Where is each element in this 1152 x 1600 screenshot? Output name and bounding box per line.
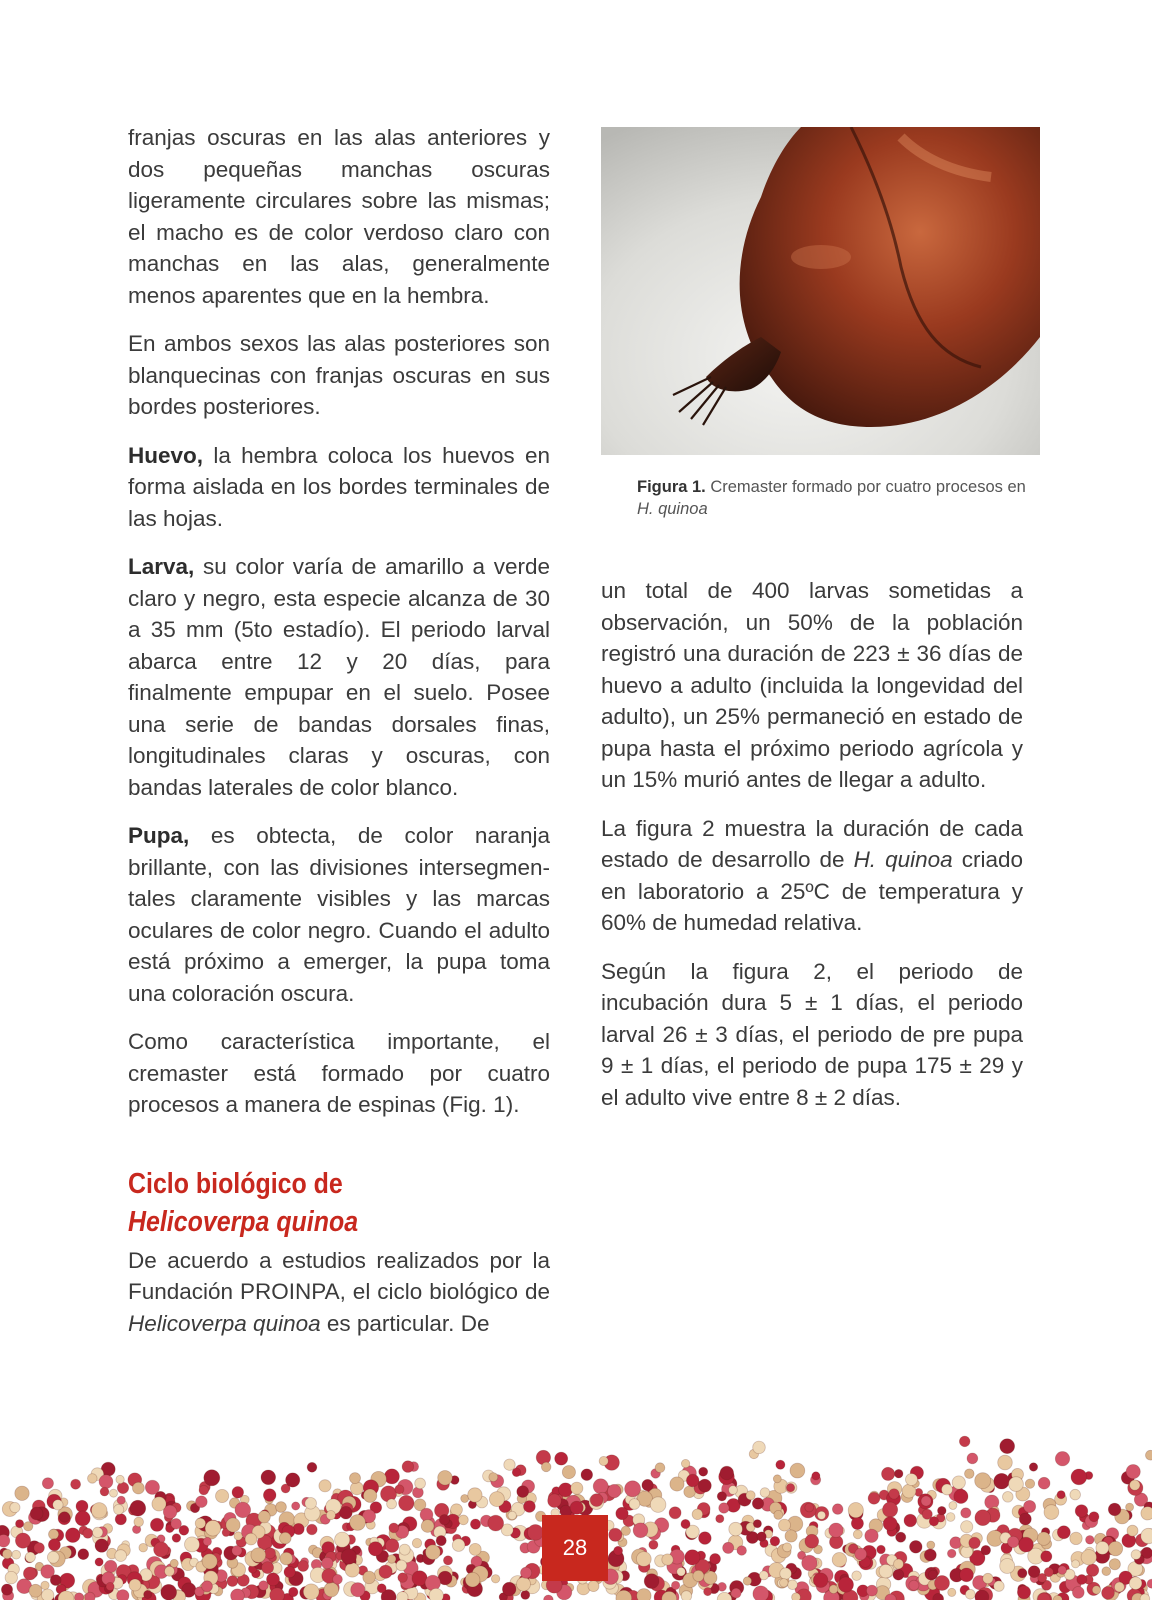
paragraph-larvae-results: un total de 400 larvas sometidas a observación, un 50% de la población registró una duración de 223 ± 36 días de huevo a adulto (incluida la longevidad del adulto), un 25% permaneció en estado de pupa hasta el próximo periodo agrícola y un 15% murió antes de llegar a adulto. [601, 578, 1023, 792]
figure-1-caption [637, 476, 1047, 520]
figure-1-photo [601, 127, 1040, 455]
fig2-text-b: criado en laboratorio a 25ºC de temperatura y 60% de humedad relativa. [601, 847, 1023, 935]
paragraph-pupa [128, 820, 550, 1009]
paragraph-cremaster: Como característica importante, el cremaster está formado por cuatro procesos a manera de espinas (Fig. 1). [128, 1029, 550, 1117]
larva-text: su color varía de amarillo a verde claro y negro, esta especie alcanza de 30 a 35 mm (5to estadío). El periodo larval abarca entre 12 y 20 días, para finalmente empupar en el suelo. Posee una serie de bandas dorsales finas, longitudinales claras y oscuras, con bandas laterales de color blanco. [128, 554, 550, 800]
caption-species: H. quinoa [637, 500, 708, 518]
paragraph-figure-2 [601, 813, 1023, 939]
caption-label: Figura 1. [637, 478, 706, 496]
paragraph-wing-description: franjas oscuras en las alas anteriores y dos pequeñas manchas oscuras ligeramente circulares sobre las mismas; el macho es de color verdoso claro con manchas en las alas, generalmente menos aparentes que en la hembra. [128, 125, 550, 308]
term-huevo: Huevo, [128, 442, 204, 468]
paragraph-development-periods: Según la figura 2, el periodo de incubación dura 5 ± 1 días, el periodo larval 26 ± 3 días, el periodo de pre pupa 9 ± 1 días, el periodo de pupa 175 ± 29 y el adulto vive entre 8 ± 2 días. [601, 958, 1023, 1110]
fig2-text-a: La figura 2 muestra la duración de cada estado de desarrollo de [601, 815, 1023, 872]
caption-text: Cremaster formado por cuatro procesos en [705, 478, 1026, 496]
proinpa-species: Helicoverpa quinoa [128, 1310, 321, 1336]
heading-plain: Ciclo biológico de [128, 1167, 343, 1200]
paragraph-hind-wings: En ambos sexos las alas posteriores son blanquecinas con franjas oscuras en sus bordes posteriores. [128, 331, 550, 419]
fig2-species: H. quinoa [853, 847, 953, 872]
pupa-cremaster-image [601, 127, 1040, 455]
proinpa-text-a: De acuerdo a estudios realizados por la Fundación PROINPA, el ciclo biológico de [128, 1247, 550, 1304]
term-pupa: Pupa, [128, 823, 190, 848]
page-number: 28 [542, 1515, 608, 1581]
pupa-text: es obtecta, de color naranja brillante, con las divisiones intersegmentales claramente visibles y las marcas oculares de color negro. Cuando el adulto está próximo a emerger, la pupa toma una coloración oscura. [128, 823, 550, 1006]
heading-species: Helicoverpa quinoa [128, 1205, 359, 1238]
section-heading [128, 1165, 489, 1241]
paragraph-proinpa [128, 1245, 550, 1340]
proinpa-text-b: es particular. De [320, 1310, 490, 1336]
right-column [601, 575, 1023, 1130]
term-larva: Larva, [128, 554, 195, 579]
left-column [128, 122, 550, 1356]
paragraph-larva [128, 551, 550, 803]
huevo-text: la hembra coloca los huevos en forma aislada en los bordes terminales de las hojas. [128, 442, 550, 531]
paragraph-huevo [128, 440, 550, 535]
